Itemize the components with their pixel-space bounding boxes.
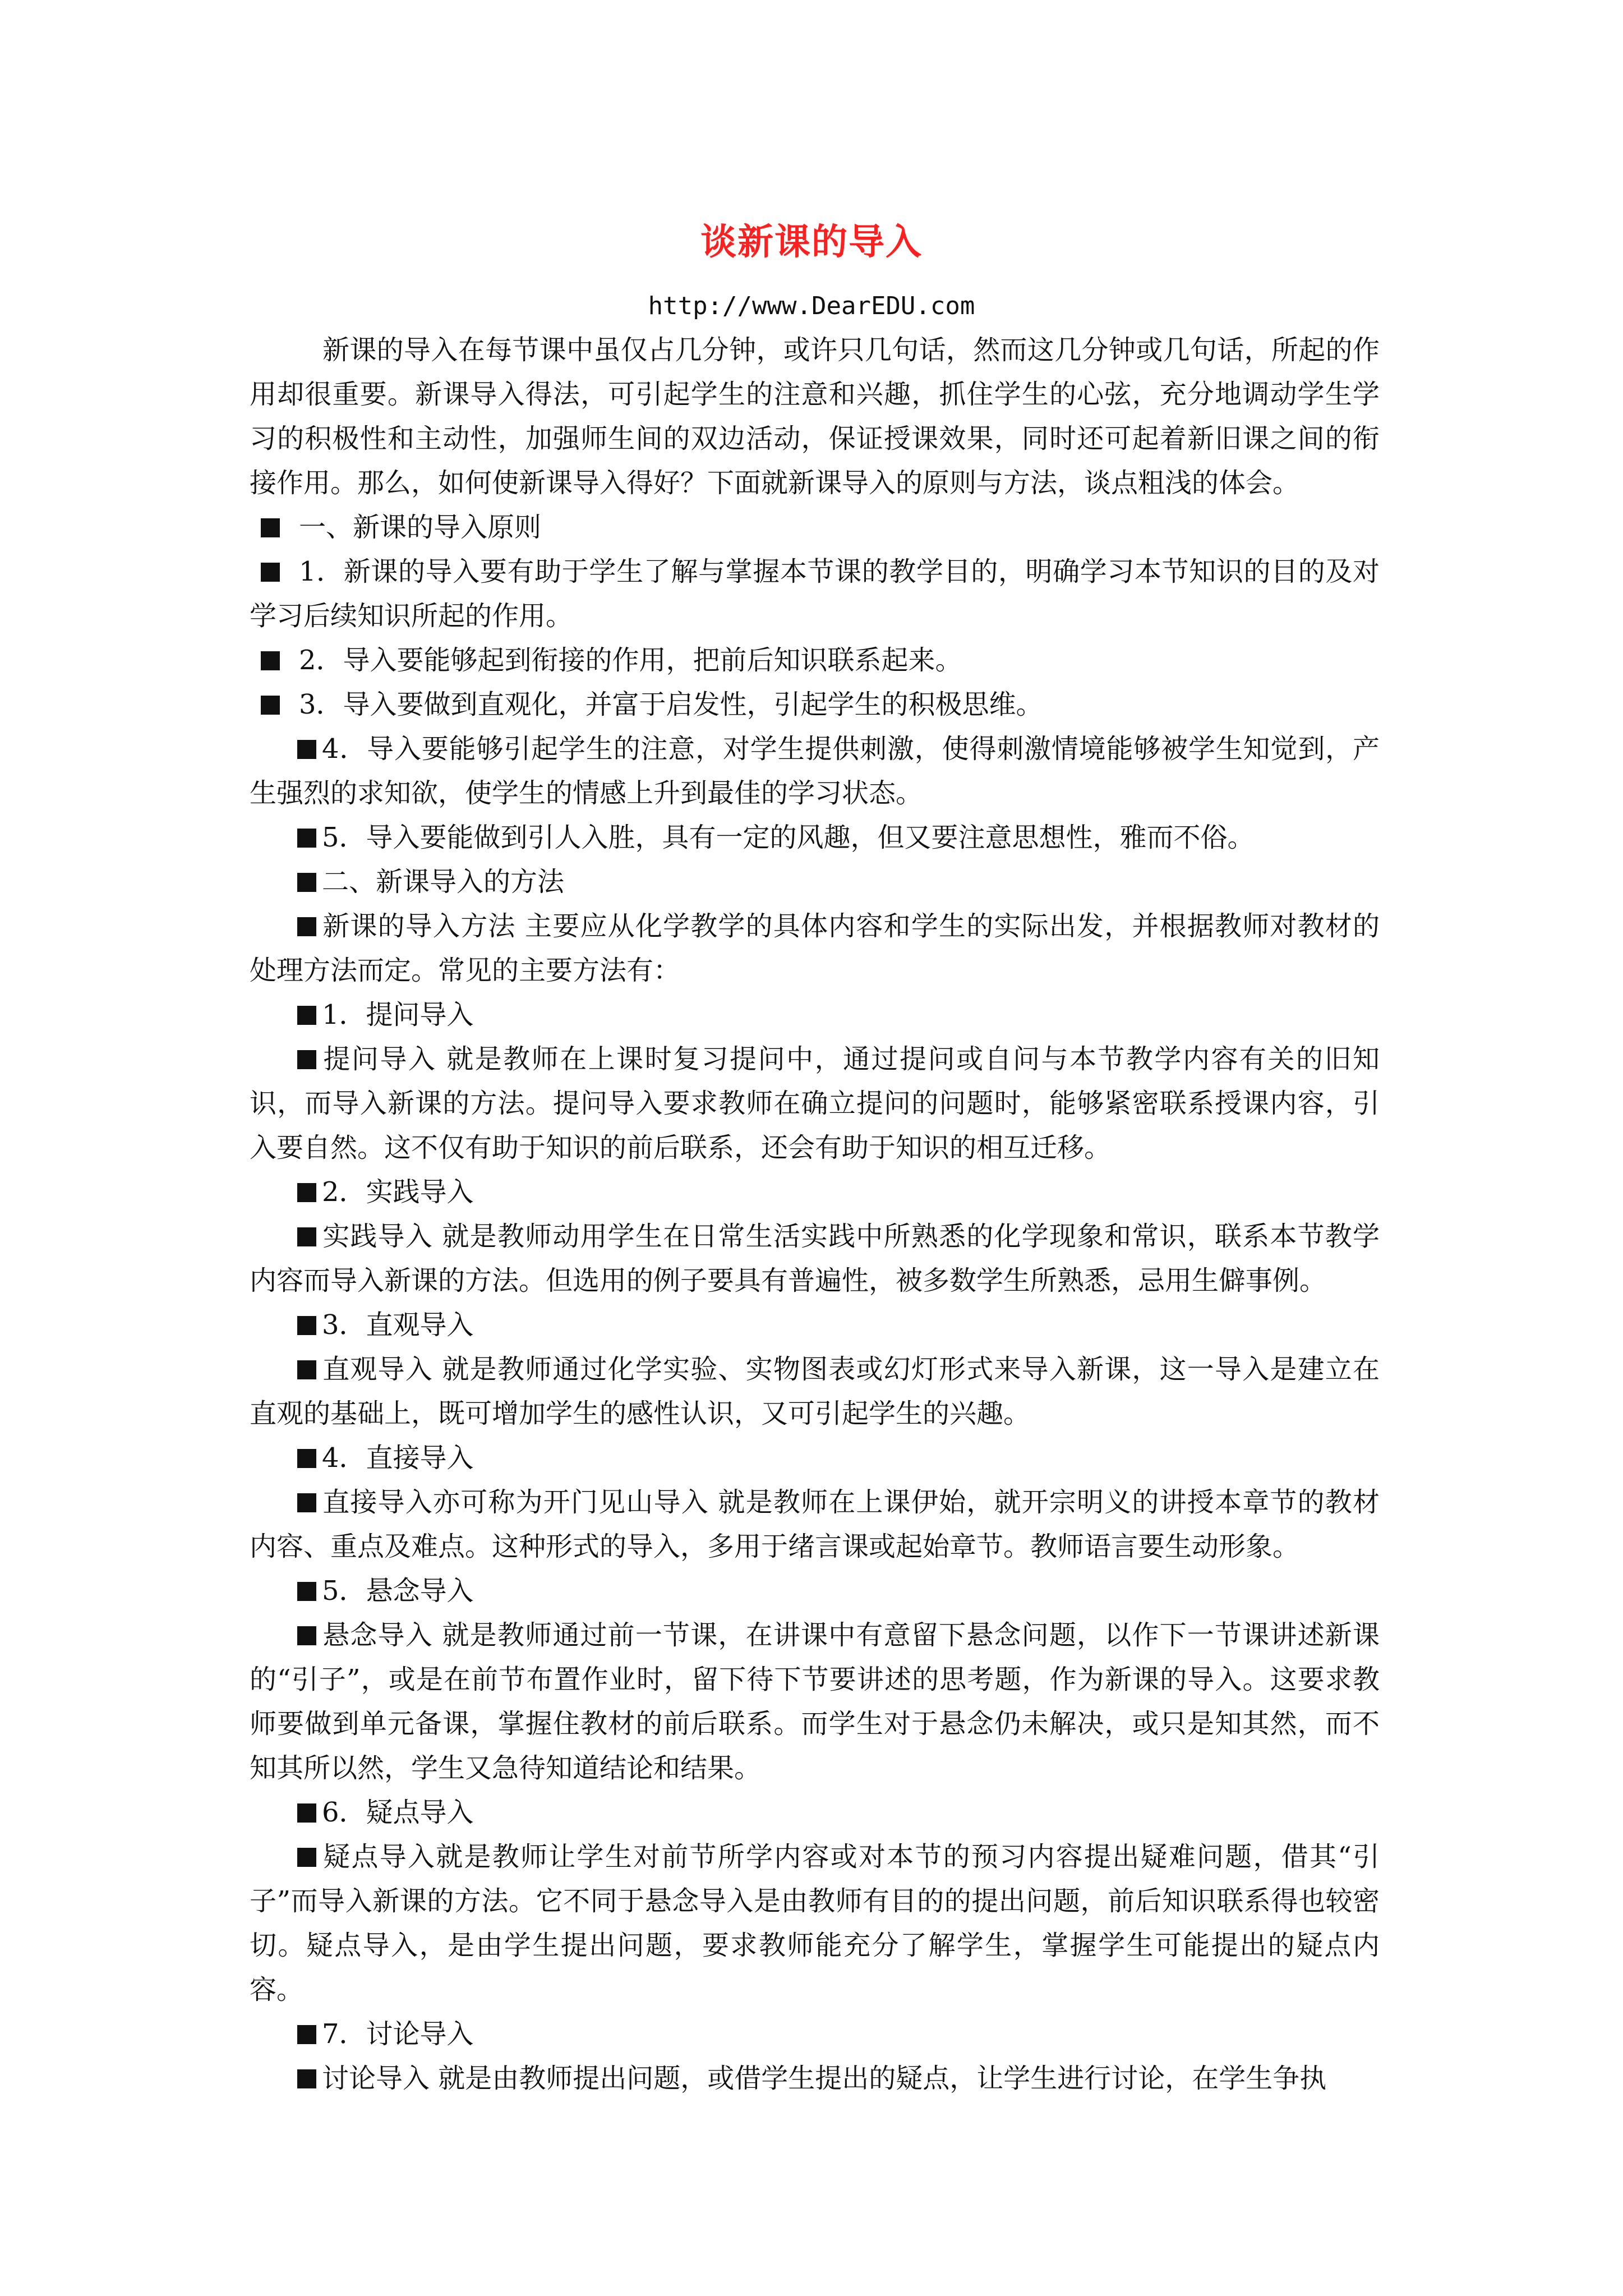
method2-text: 实践导入 就是教师动用学生在日常生活实践中所熟悉的化学现象和常识，联系本节教学内容而导入新课的方法。但选用的例子要具有普遍性，被多数学生所熟悉，忌用生僻事例。 — [250, 1221, 1380, 1296]
square-bullet-icon — [297, 1006, 316, 1025]
method1-heading-text: 1．提问导入 — [322, 999, 474, 1030]
method3-text: 直观导入 就是教师通过化学实验、实物图表或幻灯形式来导入新课，这一导入是建立在直观的基础上，既可增加学生的感性认识，又可引起学生的兴趣。 — [250, 1354, 1380, 1429]
square-bullet-icon — [261, 518, 280, 537]
principle-5-text: 5．导入要能做到引人入胜，具有一定的风趣，但又要注意思想性，雅而不俗。 — [322, 822, 1255, 853]
principle-2-text: 2．导入要能够起到衔接的作用，把前后知识联系起来。 — [299, 645, 962, 676]
principle-2 — [250, 638, 1380, 683]
square-bullet-icon — [261, 563, 280, 582]
square-bullet-icon — [297, 1360, 316, 1379]
method2-heading-text: 2．实践导入 — [322, 1176, 474, 1208]
intro-paragraph: 新课的导入在每节课中虽仅占几分钟，或许只几句话，然而这几分钟或几句话，所起的作用却很重要。新课导入得法，可引起学生的注意和兴趣，抓住学生的心弦，充分地调动学生学习的积极性和主动性，加强师生间的双边活动，保证授课效果，同时还可起着新旧课之间的衔接作用。那么，如何使新课导入得好？下面就新课导入的原则与方法，谈点粗浅的体会。 — [250, 334, 1380, 499]
section2-heading — [250, 860, 1380, 904]
square-bullet-icon — [297, 2025, 316, 2044]
square-bullet-icon — [297, 873, 316, 892]
method4-paragraph — [250, 1480, 1380, 1569]
method5-heading — [250, 1569, 1380, 1613]
section2-intro-text: 新课的导入方法 主要应从化学教学的具体内容和学生的实际出发，并根据教师对教材的处理方法而定。常见的主要方法有： — [250, 910, 1380, 986]
principle-3-text: 3．导入要做到直观化，并富于启发性，引起学生的积极思维。 — [299, 689, 1043, 720]
square-bullet-icon — [297, 1848, 316, 1867]
square-bullet-icon — [297, 1316, 316, 1335]
document-title: 谈新课的导入 — [700, 221, 923, 263]
section2-heading-text: 二、新课导入的方法 — [322, 866, 565, 898]
method5-heading-text: 5．悬念导入 — [322, 1575, 474, 1607]
square-bullet-icon — [261, 651, 280, 670]
square-bullet-icon — [297, 1493, 316, 1512]
method1-text: 提问导入 就是教师在上课时复习提问中，通过提问或自问与本节教学内容有关的旧知识，而导入新课的方法。提问导入要求教师在确立提问的问题时，能够紧密联系授课内容，引入要自然。这不仅有助于知识的前后联系，还会有助于知识的相互迁移。 — [250, 1043, 1380, 1163]
method6-heading — [250, 1791, 1380, 1835]
method7-heading — [250, 2012, 1380, 2056]
square-bullet-icon — [261, 696, 280, 715]
method7-heading-text: 7．讨论导入 — [322, 2018, 474, 2050]
square-bullet-icon — [297, 1050, 316, 1069]
method1-heading — [250, 993, 1380, 1037]
principle-4 — [250, 727, 1380, 816]
square-bullet-icon — [297, 740, 316, 759]
method3-heading — [250, 1303, 1380, 1347]
method7-paragraph — [250, 2056, 1380, 2101]
square-bullet-icon — [297, 1449, 316, 1468]
square-bullet-icon — [297, 1626, 316, 1645]
section2-intro — [250, 904, 1380, 993]
method2-heading — [250, 1170, 1380, 1214]
method4-heading — [250, 1436, 1380, 1480]
square-bullet-icon — [297, 2069, 316, 2088]
square-bullet-icon — [297, 917, 316, 936]
method2-paragraph — [250, 1214, 1380, 1303]
section1-heading-text: 一、新课的导入原则 — [299, 512, 542, 543]
document-body — [250, 328, 1380, 2101]
method6-heading-text: 6．疑点导入 — [322, 1797, 474, 1828]
square-bullet-icon — [297, 1582, 316, 1601]
square-bullet-icon — [297, 829, 316, 848]
method5-paragraph — [250, 1613, 1380, 1791]
principle-4-text: 4．导入要能够引起学生的注意，对学生提供刺激，使得刺激情境能够被学生知觉到，产生强烈的求知欲，使学生的情感上升到最佳的学习状态。 — [250, 733, 1380, 809]
method3-heading-text: 3．直观导入 — [322, 1309, 474, 1341]
method5-text: 悬念导入 就是教师通过前一节课，在讲课中有意留下悬念问题，以作下一节课讲述新课的“引子”，或是在前节布置作业时，留下待下节要讲述的思考题，作为新课的导入。这要求教师要做到单元备课，掌握住教材的前后联系。而学生对于悬念仍未解决，或只是知其然，而不知其所以然，学生又急待知道结论和结果。 — [250, 1619, 1380, 1784]
method6-text: 疑点导入就是教师让学生对前节所学内容或对本节的预习内容提出疑难问题，借其“引子”而导入新课的方法。它不同于悬念导入是由教师有目的的提出问题，前后知识联系得也较密切。疑点导入，是由学生提出问题，要求教师能充分了解学生，掌握学生可能提出的疑点内容。 — [250, 1841, 1380, 2005]
method7-text: 讨论导入 就是由教师提出问题，或借学生提出的疑点，让学生进行讨论，在学生争执 — [322, 2063, 1327, 2094]
method3-paragraph — [250, 1347, 1380, 1436]
method6-paragraph — [250, 1835, 1380, 2012]
square-bullet-icon — [297, 1803, 316, 1823]
square-bullet-icon — [297, 1183, 316, 1202]
method4-heading-text: 4．直接导入 — [322, 1442, 474, 1474]
square-bullet-icon — [297, 1227, 316, 1246]
principle-1-text: 1．新课的导入要有助于学生了解与掌握本节课的教学目的，明确学习本节知识的目的及对学习后续知识所起的作用。 — [250, 556, 1380, 632]
method4-text: 直接导入亦可称为开门见山导入 就是教师在上课伊始，就开宗明义的讲授本章节的教材内容、重点及难点。这种形式的导入，多用于绪言课或起始章节。教师语言要生动形象。 — [250, 1487, 1380, 1562]
principle-3 — [250, 683, 1380, 727]
principle-1 — [250, 550, 1380, 638]
source-url[interactable]: http://www.DearEDU.com — [648, 292, 975, 320]
principle-5 — [250, 816, 1380, 860]
method1-paragraph — [250, 1037, 1380, 1170]
section1-heading — [250, 505, 1380, 550]
